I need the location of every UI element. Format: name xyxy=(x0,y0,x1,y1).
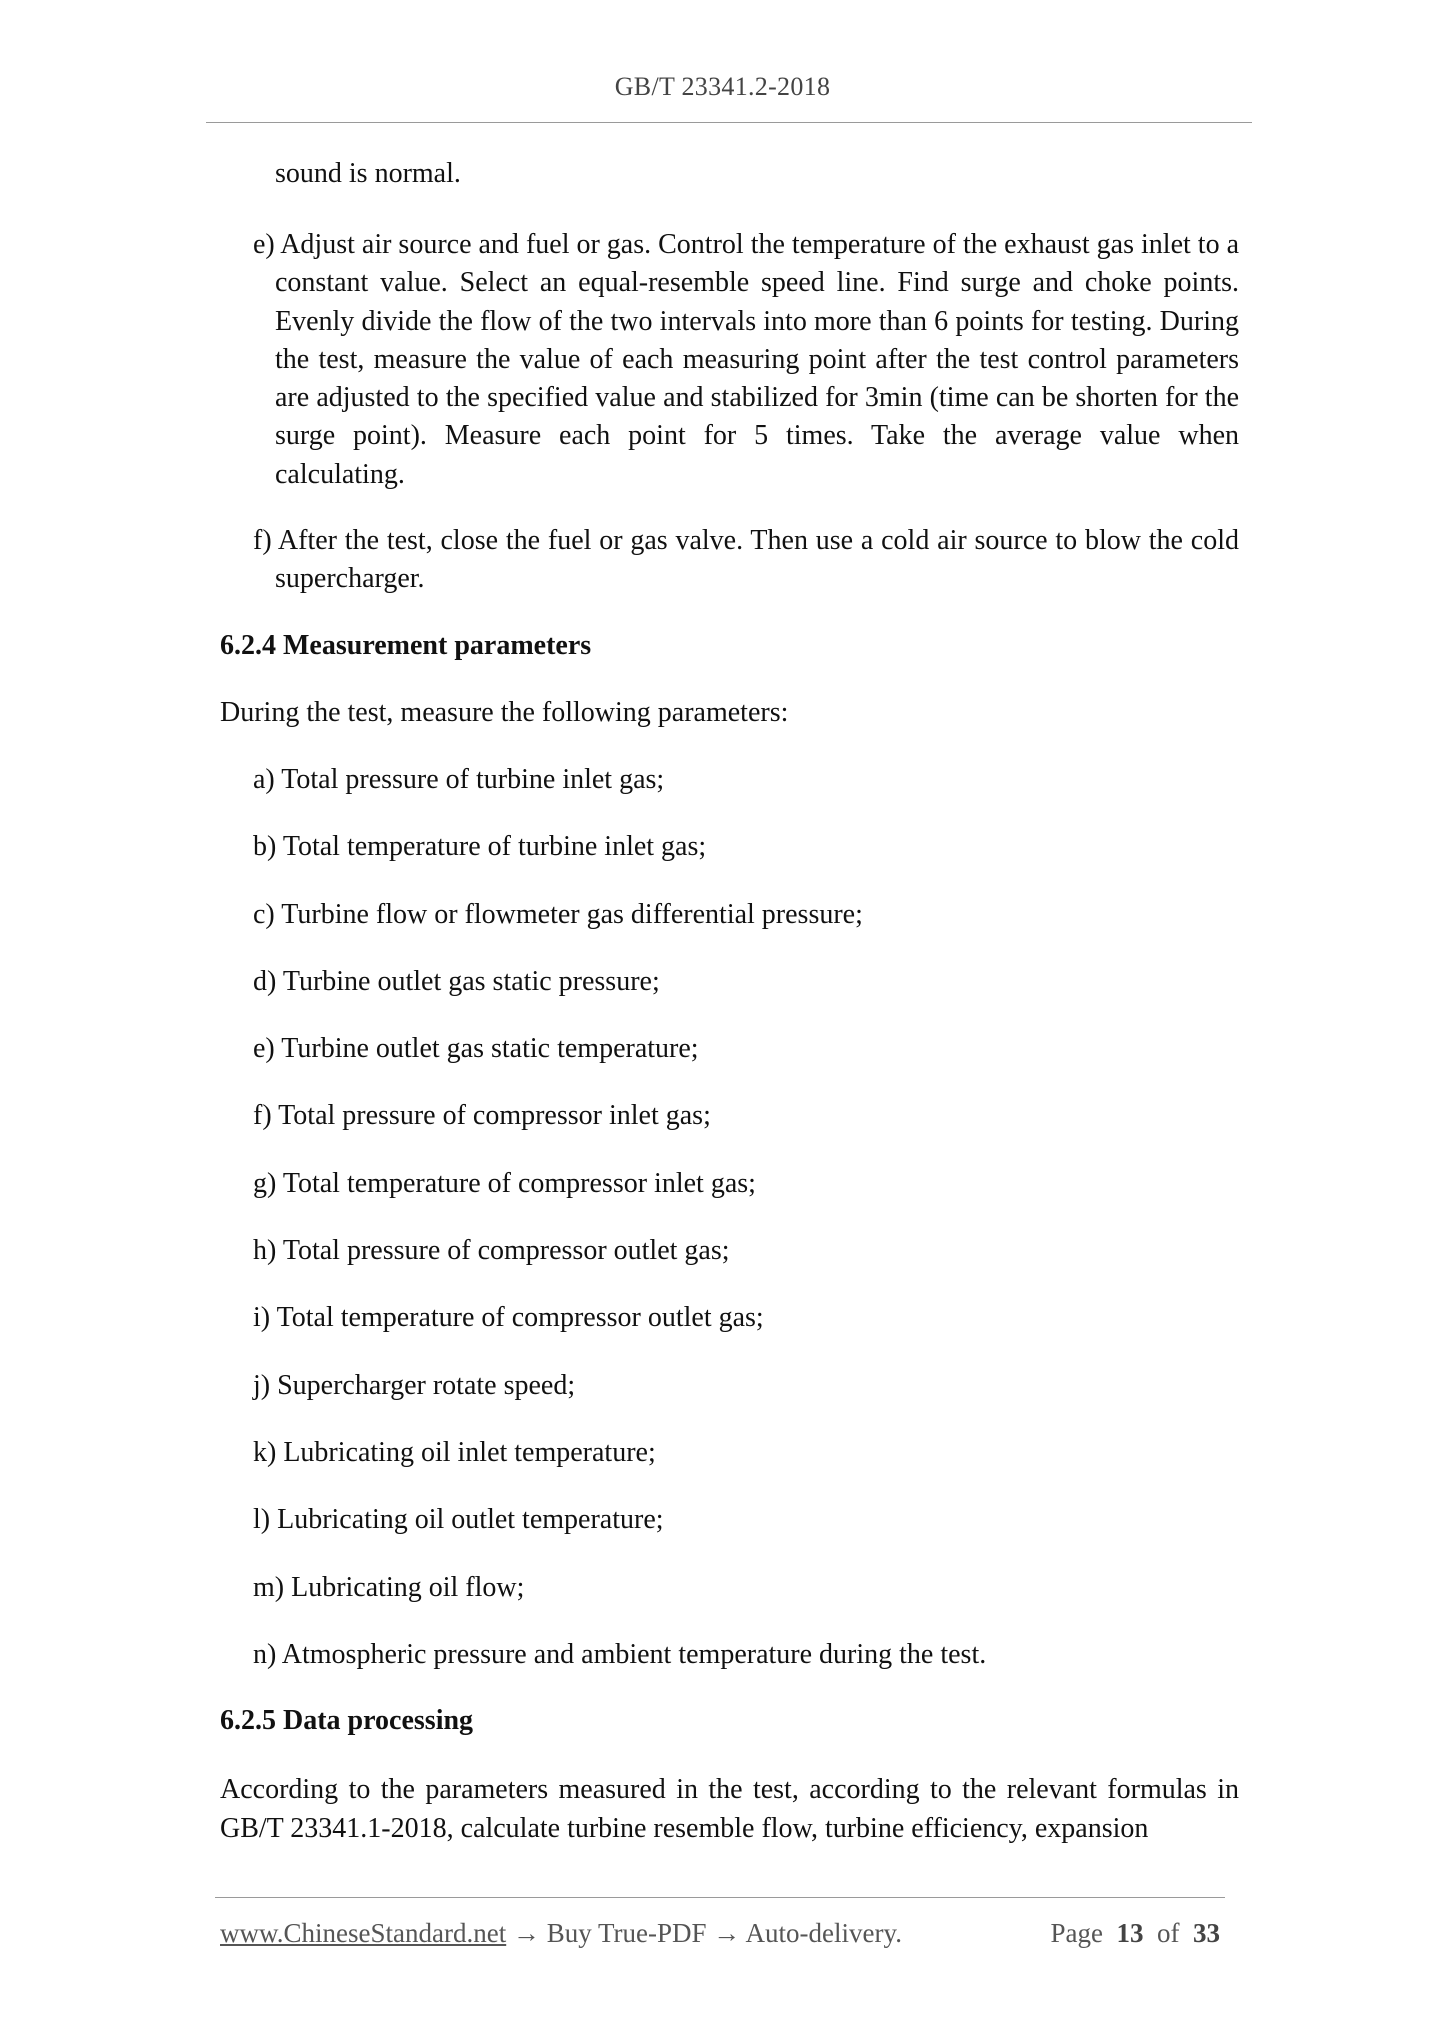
arrow-right-icon: → xyxy=(512,1918,540,1948)
footer-promo xyxy=(220,1918,902,1949)
list-item: i) Total temperature of compressor outlet gas; xyxy=(253,1302,764,1334)
footer-rule xyxy=(215,1897,1225,1898)
list-item: b) Total temperature of turbine inlet gas; xyxy=(253,831,707,863)
total-pages: 33 xyxy=(1193,1918,1220,1948)
page-indicator xyxy=(1051,1918,1220,1949)
arrow-right-icon: → xyxy=(713,1918,741,1948)
list-item: n) Atmospheric pressure and ambient temperature during the test. xyxy=(253,1638,987,1670)
list-item: l) Lubricating oil outlet temperature; xyxy=(253,1504,664,1536)
page-label: Page xyxy=(1050,1918,1103,1948)
section-intro: During the test, measure the following parameters: xyxy=(220,697,789,728)
buy-text: Buy True-PDF xyxy=(546,1918,707,1948)
list-item: e) Turbine outlet gas static temperature; xyxy=(253,1033,699,1065)
website-link[interactable]: www.ChineseStandard.net xyxy=(220,1918,507,1948)
continuation-text: sound is normal. xyxy=(275,158,461,189)
list-item: d) Turbine outlet gas static pressure; xyxy=(253,965,660,997)
list-item: f) Total pressure of compressor inlet gas; xyxy=(253,1100,711,1132)
step-e: e) Adjust air source and fuel or gas. Control the temperature of the exhaust gas inlet to a constant value. Select an equal-resemble speed line. Find surge and choke points. Evenly divide the flow of the two intervals into more than 6 points for testing. During the test, measure the value of each measuring point after the test control parameters are adjusted to the specified value and stabilized for 3min (time can be shorten for the surge point). Measure each point for 5 times. Take the average value when calculating. xyxy=(253,229,1239,490)
list-item: c) Turbine flow or flowmeter gas differential pressure; xyxy=(253,898,863,930)
list-item: h) Total pressure of compressor outlet gas; xyxy=(253,1235,730,1267)
section-heading-6-2-4: 6.2.4 Measurement parameters xyxy=(220,630,592,661)
delivery-text: Auto-delivery. xyxy=(745,1918,902,1948)
parameter-list xyxy=(253,761,986,1703)
list-item: g) Total temperature of compressor inlet gas; xyxy=(253,1167,756,1199)
page-number: 13 xyxy=(1116,1918,1144,1948)
list-item: a) Total pressure of turbine inlet gas; xyxy=(253,764,665,795)
list-item: k) Lubricating oil inlet temperature; xyxy=(253,1436,656,1468)
header-rule xyxy=(206,122,1252,123)
of-label: of xyxy=(1157,1918,1180,1948)
list-item: j) Supercharger rotate speed; xyxy=(253,1369,576,1401)
step-f: f) After the test, close the fuel or gas valve. Then use a cold air source to blow the cold supercharger. xyxy=(253,525,1239,595)
data-processing-text: According to the parameters measured in the test, according to the relevant formulas in GB/T 23341.1-2018, calculate turbine resemble flow, turbine efficiency, expansion xyxy=(220,1774,1239,1844)
running-header: GB/T 23341.2-2018 xyxy=(614,72,831,101)
section-heading-6-2-5: 6.2.5 Data processing xyxy=(220,1705,474,1736)
list-item: m) Lubricating oil flow; xyxy=(253,1571,525,1603)
